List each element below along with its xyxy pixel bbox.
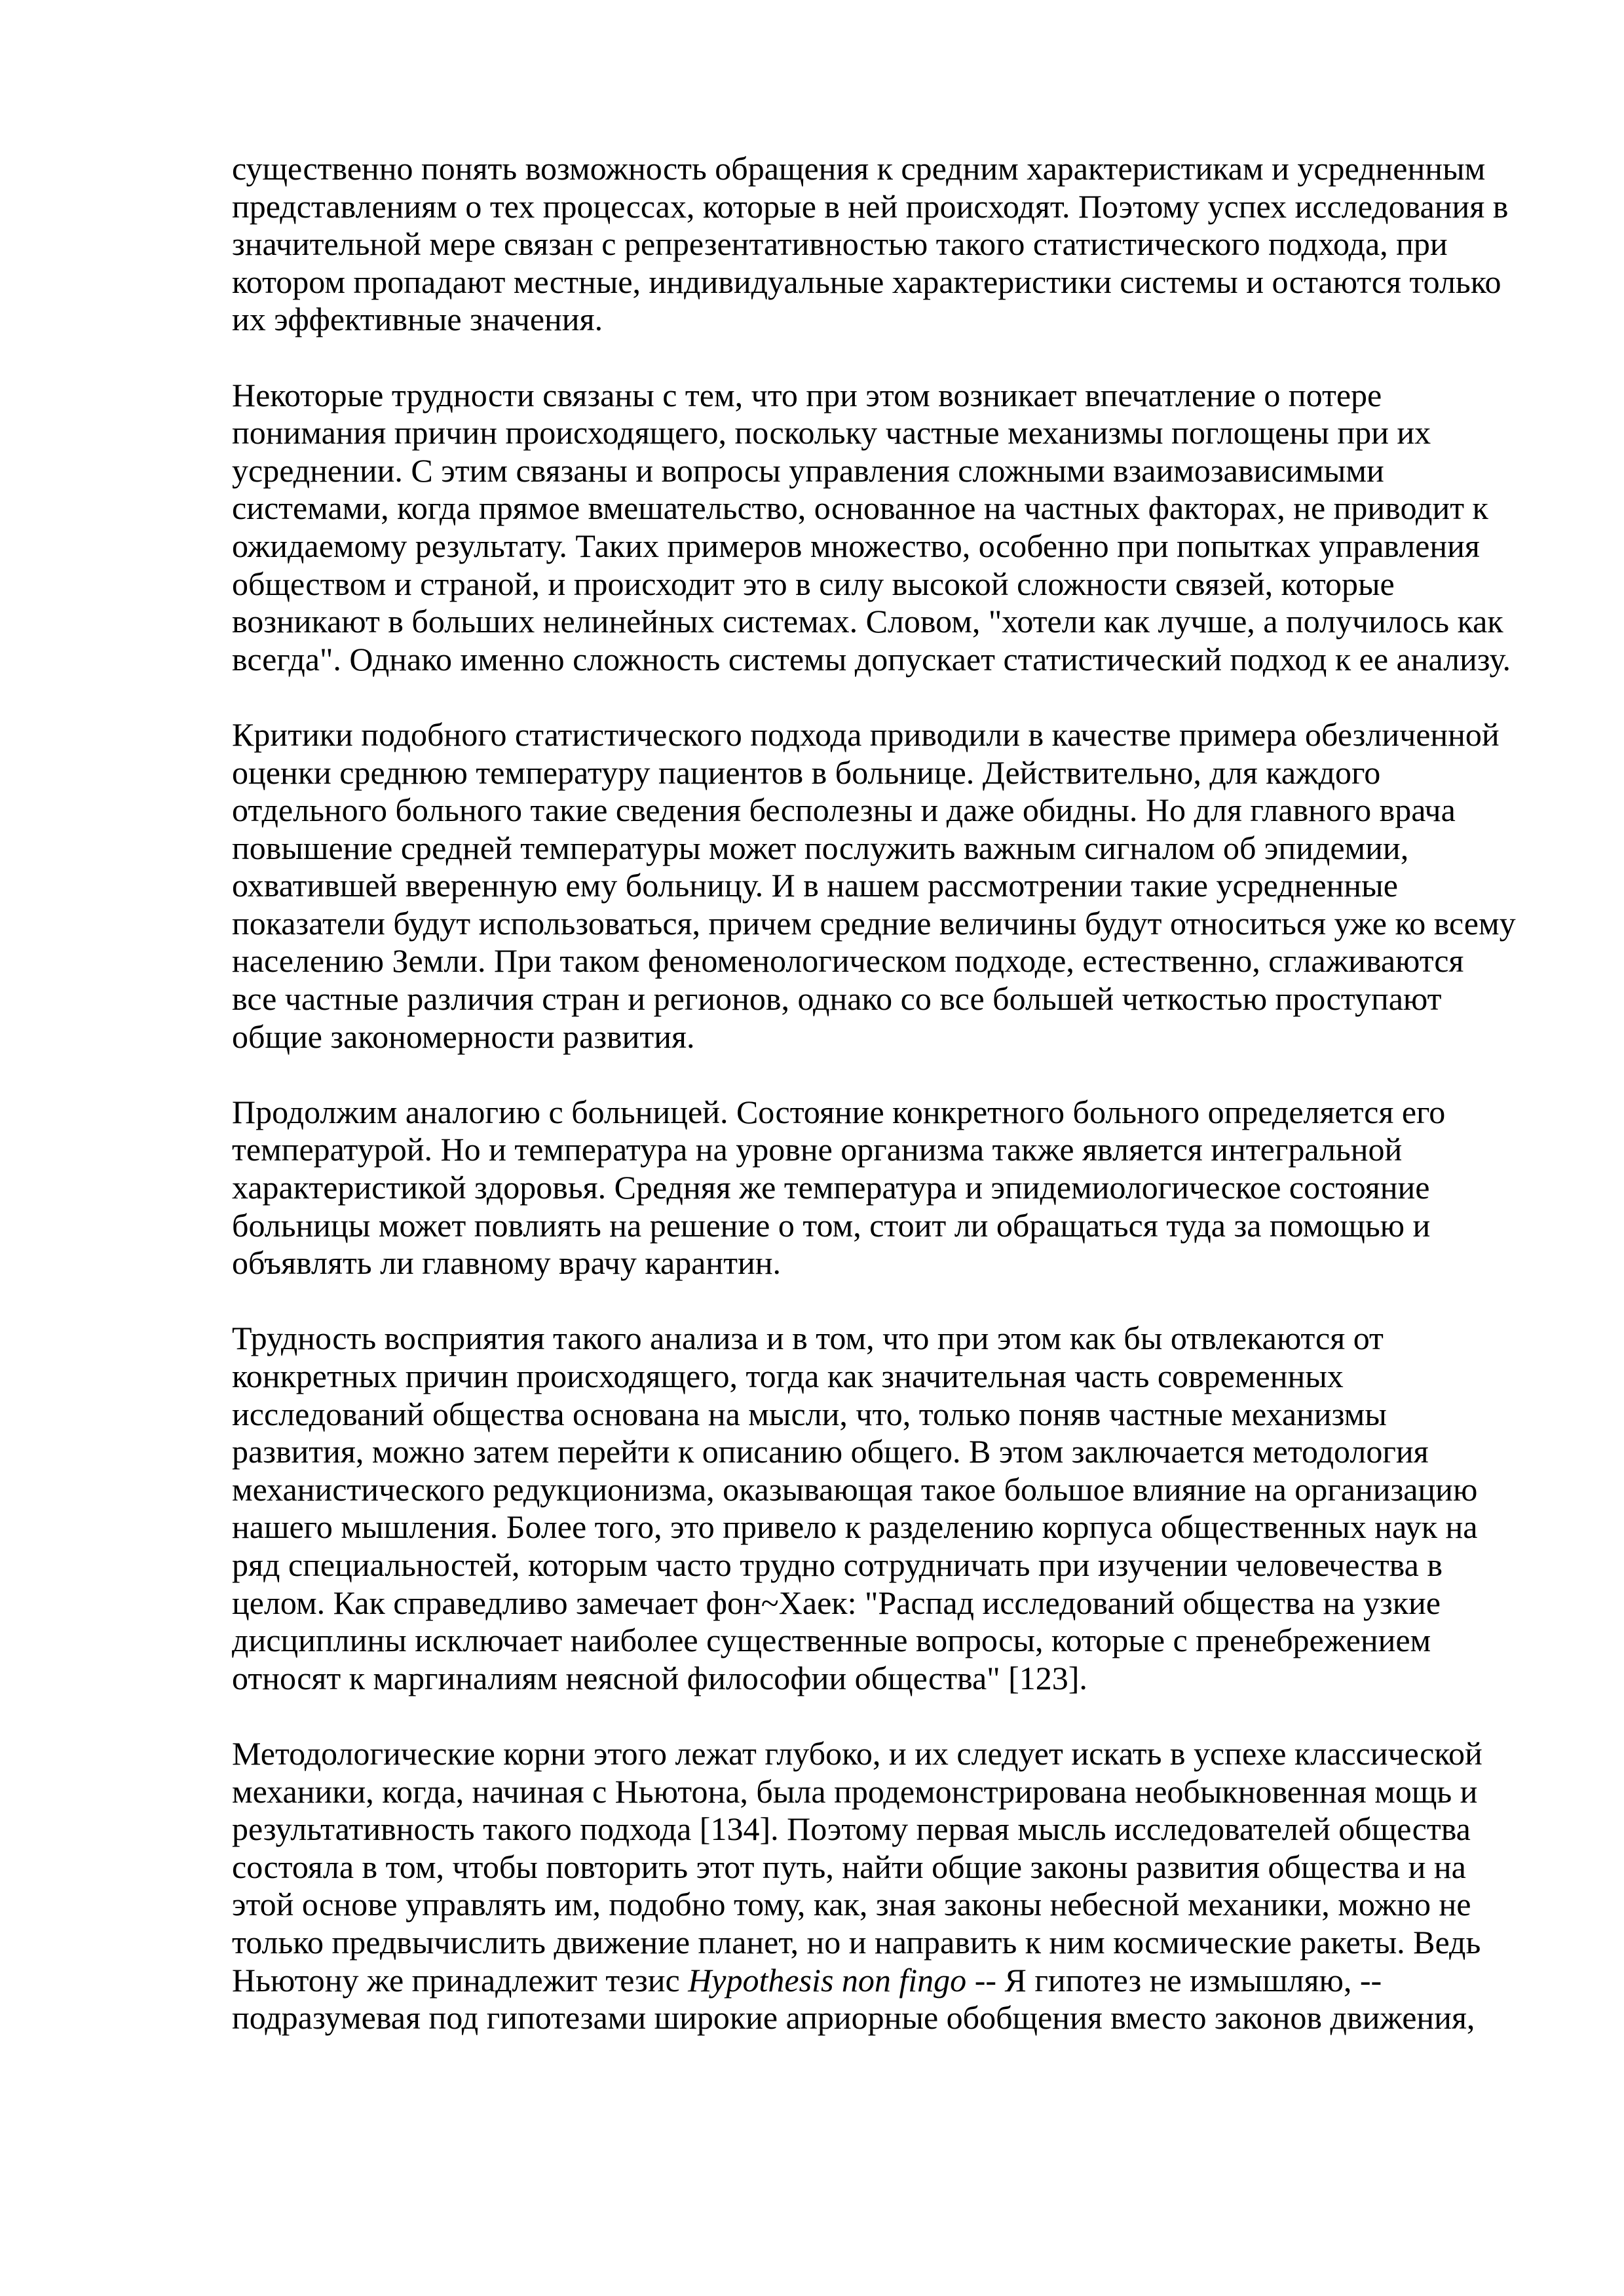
document-body [232,150,1516,2037]
paragraph-6-italic-phrase: Hypothesis non fingo [688,1961,967,1999]
paragraph-2: Некоторые трудности связаны с тем, что при этом возникает впечатление о потере понимания причин происходящего, поскольку частные механизмы поглощены при их усреднении. С этим связаны и вопросы управления сложными взаимозависимыми системами, когда прямое вмешательство, основанное на частных факторах, не приводит к ожидаемому результату. Таких примеров множество, особенно при попытках управления обществом и страной, и происходит это в силу высокой сложности связей, которые возникают в больших нелинейных системах. Словом, "хотели как лучше, а получилось как всегда". Однако именно сложность системы допускает статистический подход к ее анализу. [232,376,1511,678]
paragraph-6-text-before-italic: Методологические корни этого лежат глубоко, и их следует искать в успехе классической механики, когда, начиная с Ньютона, была продемонстрирована необыкновенная мощь и результативность такого подхода [134]. Поэтому первая мысль исследователей общества состояла в том, чтобы повторить этот путь, найти общие законы развития общества и на этой основе управлять им, подобно тому, как, зная законы небесной механики, можно не только предвычислить движение планет, но и направить к ним космические ракеты. Ведь Ньютону же принадлежит тезис [232,1734,1482,1999]
paragraph-6 [232,1735,1516,2037]
paragraph-4: Продолжим аналогию с больницей. Состояние конкретного больного определяется его температурой. Но и температура на уровне организма также является интегральной характеристикой здоровья. Средняя же температура и эпидемиологическое состояние больницы может повлиять на решение о том, стоит ли обращаться туда за помощью и объявлять ли главному врачу карантин. [232,1093,1446,1282]
paragraph-3: Критики подобного статистического подхода приводили в качестве примера обезличенной оценки среднюю температуру пациентов в больнице. Действительно, для каждого отдельного больного такие сведения бесполезны и даже обидны. Но для главного врача повышение средней температуры может послужить важным сигналом об эпидемии, охватившей вверенную ему больницу. И в нашем рассмотрении такие усредненные показатели будут использоваться, причем средние величины будут относиться уже ко всему населению Земли. При таком феноменологическом подходе, естественно, сглаживаются все частные различия стран и регионов, однако со все большей четкостью проступают общие закономерности развития. [232,716,1516,1055]
paragraph-6-text-after-italic: -- Я гипотез не измышляю, -- подразумевая под гипотезами широкие априорные обобщения вместо законов движения, [232,1961,1475,2037]
paragraph-1: существенно понять возможность обращения к средним характеристикам и усредненным представлениям о тех процессах, которые в ней происходят. Поэтому успех исследования в значительной мере связан с репрезентативностью такого статистического подхода, при котором пропадают местные, индивидуальные характеристики системы и остаются только их эффективные значения. [232,150,1509,338]
paragraph-5: Трудность восприятия такого анализа и в том, что при этом как бы отвлекаются от конкретных причин происходящего, тогда как значительная часть современных исследований общества основана на мысли, что, только поняв частные механизмы развития, можно затем перейти к описанию общего. В этом заключается методология механистического редукционизма, оказывающая такое большое влияние на организацию нашего мышления. Более того, это привело к разделению корпуса общественных наук на ряд специальностей, которым часто трудно сотрудничать при изучении человечества в целом. Как справедливо замечает фон~Хаек: "Распад исследований общества на узкие дисциплины исключает наиболее существенные вопросы, которые с пренебрежением относят к маргиналиям неясной философии общества" [123]. [232,1320,1478,1696]
